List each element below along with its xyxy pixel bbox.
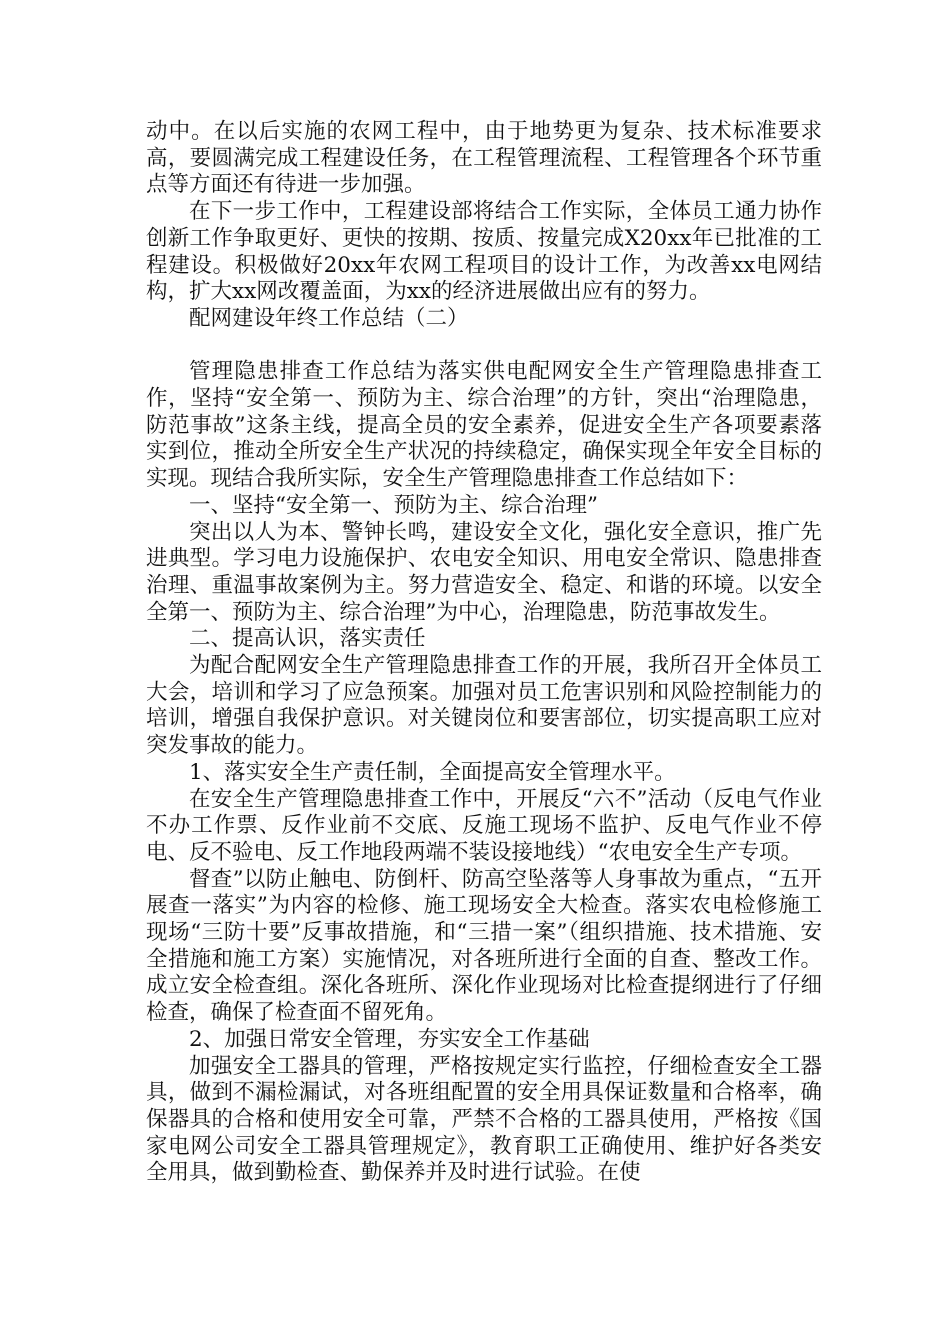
paragraph-continuation: 动中。在以后实施的农网工程中，由于地势更为复杂、技术标准要求高，要圆满完成工程建设任务，在工程管理流程、工程管理各个环节重点等方面还有待进一步加强。 — [146, 119, 822, 198]
paragraph-safety-culture: 突出以人为本、警钟长鸣，建设安全文化，强化安全意识，推广先进典型。学习电力设施保护、农电安全知识、用电安全常识、隐患排查治理、重温事故案例为主。努力营造安全、稳定、和谐的环境。以安全全第一、预防为主、综合治理”为中心，治理隐患，防范事故发生。 — [146, 519, 822, 625]
paragraph-training: 为配合配网安全生产管理隐患排查工作的开展，我所召开全体员工大会，培训和学习了应急预案。加强对员工危害识别和风险控制能力的培训，增强自我保护意识。对关键岗位和要害部位，切实提高职工应对突发事故的能力。 — [146, 653, 822, 759]
subheading-1: 1、落实安全生产责任制，全面提高安全管理水平。 — [189, 759, 676, 785]
blank-line — [146, 333, 822, 360]
document-page — [146, 119, 822, 1187]
paragraph-intro: 管理隐患排查工作总结为落实供电配网安全生产管理隐患排查工作，坚持“安全第一、预防为主、综合治理”的方针，突出“治理隐患，防范事故”这条主线，提高全员的安全素养，促进安全生产各项要素落实到位，推动全所安全生产状况的持续稳定，确保实现全年安全目标的实现。现结合我所实际，安全生产管理隐患排查工作总结如下： — [146, 359, 822, 492]
paragraph-inspection: 督查”以防止触电、防倒杆、防高空坠落等人身事故为重点，“五开展查一落实”为内容的检修、施工现场安全大检查。落实农电检修施工现场“三防十要”反事故措施，和“三措一案”（组织措施、技术措施、安全措施和施工方案）实施情况，对各班所进行全面的自查、整改工作。成立安全检查组。深化各班所、深化作业现场对比检查提纲进行了仔细检查，确保了检查面不留死角。 — [146, 866, 822, 1026]
heading-1: 一、坚持“安全第一、预防为主、综合治理” — [189, 492, 598, 518]
section-title: 配网建设年终工作总结（二） — [189, 305, 469, 331]
heading-2: 二、提高认识，落实责任 — [189, 626, 426, 652]
paragraph-six-nots: 在安全生产管理隐患排查工作中，开展反“六不”活动（反电气作业不办工作票、反作业前不交底、反施工现场不监护、反电气作业不停电、反不验电、反工作地段两端不装设接地线）“农电安全生产专项。 — [146, 786, 822, 865]
paragraph-next-steps: 在下一步工作中，工程建设部将结合工作实际，全体员工通力协作创新工作争取更好、更快的按期、按质、按量完成X20xx年已批准的工程建设。积极做好20xx年农网工程项目的设计工作，为改善xx电网结构，扩大xx网改覆盖面，为xx的经济进展做出应有的努力。 — [146, 199, 822, 305]
paragraph-tools: 加强安全工器具的管理，严格按规定实行监控，仔细检查安全工器具，做到不漏检漏试，对各班组配置的安全用具保证数量和合格率，确保器具的合格和使用安全可靠，严禁不合格的工器具使用，严格按《国家电网公司安全工器具管理规定》，教育职工正确使用、维护好各类安全用具，做到勤检查、勤保养并及时进行试验。在使 — [146, 1053, 822, 1186]
subheading-2: 2、加强日常安全管理，夯实安全工作基础 — [189, 1026, 590, 1052]
